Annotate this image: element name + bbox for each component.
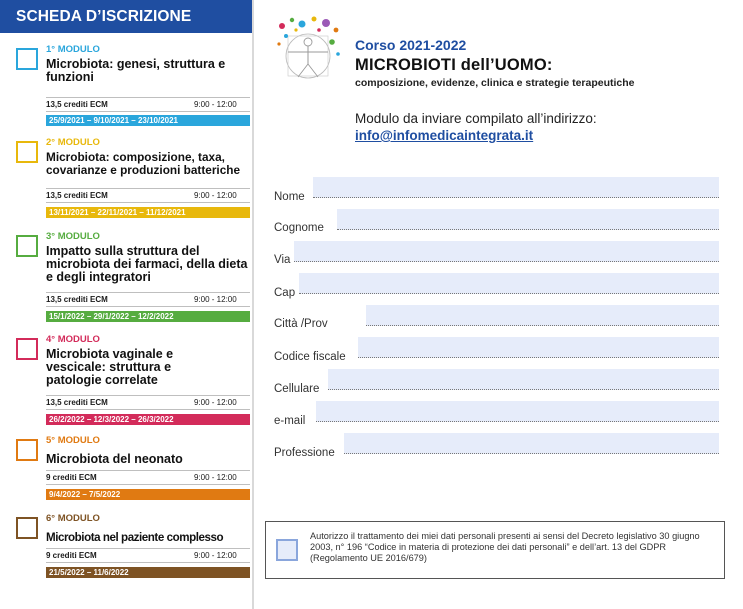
- module-dates: 9/4/2022 – 7/5/2022: [46, 489, 250, 500]
- sidebar-title: SCHEDA D’ISCRIZIONE: [16, 8, 192, 25]
- module-title: Microbiota: composizione, taxa, covarianze e produzioni batteriche: [46, 150, 241, 177]
- module-title: Impatto sulla struttura del microbiota dei farmaci, della dieta e degli integratori: [46, 244, 248, 284]
- citta-field[interactable]: [366, 305, 719, 326]
- module-5: [0, 435, 253, 505]
- module-2: [0, 137, 253, 223]
- module-1-checkbox[interactable]: [16, 48, 38, 70]
- module-credits: 9 crediti ECM: [46, 473, 97, 482]
- cognome-field[interactable]: [337, 209, 719, 230]
- module-label: 6° MODULO: [46, 513, 100, 524]
- label-citta: Città /Prov: [274, 318, 328, 330]
- sidebar-divider: [252, 0, 254, 609]
- divider: [46, 97, 250, 98]
- consent-box: [265, 521, 725, 579]
- divider: [46, 409, 250, 410]
- nome-field[interactable]: [313, 177, 719, 198]
- professione-field[interactable]: [344, 433, 719, 454]
- module-dates: 13/11/2021 – 22/11/2021 – 11/12/2021: [46, 207, 250, 218]
- module-time: 9:00 - 12:00: [194, 473, 237, 482]
- divider: [46, 484, 250, 485]
- module-dates: 21/5/2022 – 11/6/2022: [46, 567, 250, 578]
- course-year: Corso 2021-2022: [355, 37, 467, 53]
- vitruvian-man-bubbles-icon: [274, 14, 344, 89]
- module-title: Microbiota del neonato: [46, 452, 183, 466]
- module-label: 3° MODULO: [46, 231, 100, 242]
- module-6-checkbox[interactable]: [16, 517, 38, 539]
- module-time: 9:00 - 12:00: [194, 191, 237, 200]
- via-field[interactable]: [294, 241, 719, 262]
- consent-text: Autorizzo il trattamento dei miei dati personali presenti ai sensi del Decreto legislativo 30 giugno 2003, n° 196 “Codice in materia di protezione dei dati personali” e dell’art. 13 del GDPR (Regolamento UE 2016/679): [310, 531, 700, 563]
- cellulare-field[interactable]: [328, 369, 719, 390]
- module-label: 4° MODULO: [46, 334, 100, 345]
- module-time: 9:00 - 12:00: [194, 398, 237, 407]
- module-credits: 13,5 crediti ECM: [46, 398, 108, 407]
- divider: [46, 470, 250, 471]
- module-label: 1° MODULO: [46, 44, 100, 55]
- module-title: Microbiota nel paziente complesso: [46, 531, 224, 544]
- divider: [46, 202, 250, 203]
- module-dates: 15/1/2022 – 29/1/2022 – 12/2/2022: [46, 311, 250, 322]
- label-nome: Nome: [274, 191, 305, 203]
- module-2-checkbox[interactable]: [16, 141, 38, 163]
- email-link[interactable]: info@infomedicaintegrata.it: [355, 128, 534, 143]
- divider: [46, 395, 250, 396]
- module-label: 2° MODULO: [46, 137, 100, 148]
- module-5-checkbox[interactable]: [16, 439, 38, 461]
- module-1: [0, 44, 253, 130]
- divider: [46, 111, 250, 112]
- module-credits: 13,5 crediti ECM: [46, 191, 108, 200]
- module-credits: 13,5 crediti ECM: [46, 100, 108, 109]
- label-email: e-mail: [274, 415, 306, 427]
- label-professione: Professione: [274, 447, 335, 459]
- module-3-checkbox[interactable]: [16, 235, 38, 257]
- module-label: 5° MODULO: [46, 435, 100, 446]
- label-cognome: Cognome: [274, 222, 324, 234]
- divider: [46, 548, 250, 549]
- module-3: [0, 231, 253, 325]
- module-credits: 13,5 crediti ECM: [46, 295, 108, 304]
- divider: [46, 306, 250, 307]
- cap-field[interactable]: [299, 273, 719, 294]
- module-time: 9:00 - 12:00: [194, 295, 237, 304]
- module-dates: 26/2/2022 – 12/3/2022 – 26/3/2022: [46, 414, 250, 425]
- module-4: [0, 334, 253, 428]
- module-6: [0, 513, 253, 583]
- course-title: MICROBIOTI dell’UOMO:: [355, 56, 553, 74]
- module-title: Microbiota vaginale e vescicale: struttura e patologie correlate: [46, 347, 174, 387]
- module-dates: 25/9/2021 – 9/10/2021 – 23/10/2021: [46, 115, 250, 126]
- send-instructions: Modulo da inviare compilato all’indirizzo:: [355, 111, 597, 126]
- divider: [46, 188, 250, 189]
- label-cap: Cap: [274, 287, 296, 299]
- codice-fiscale-field[interactable]: [358, 337, 719, 358]
- divider: [46, 292, 250, 293]
- module-4-checkbox[interactable]: [16, 338, 38, 360]
- module-title: Microbiota: genesi, struttura e funzioni: [46, 57, 226, 84]
- label-cellulare: Cellulare: [274, 383, 320, 395]
- module-time: 9:00 - 12:00: [194, 100, 237, 109]
- consent-checkbox[interactable]: [276, 539, 298, 561]
- label-codice-fiscale: Codice fiscale: [274, 351, 346, 363]
- course-subtitle: composizione, evidenze, clinica e strategie terapeutiche: [355, 77, 635, 89]
- email-field[interactable]: [316, 401, 719, 422]
- sidebar-header: [0, 0, 253, 33]
- module-credits: 9 crediti ECM: [46, 551, 97, 560]
- registration-sidebar: [0, 0, 253, 609]
- divider: [46, 562, 250, 563]
- module-time: 9:00 - 12:00: [194, 551, 237, 560]
- label-via: Via: [274, 254, 291, 266]
